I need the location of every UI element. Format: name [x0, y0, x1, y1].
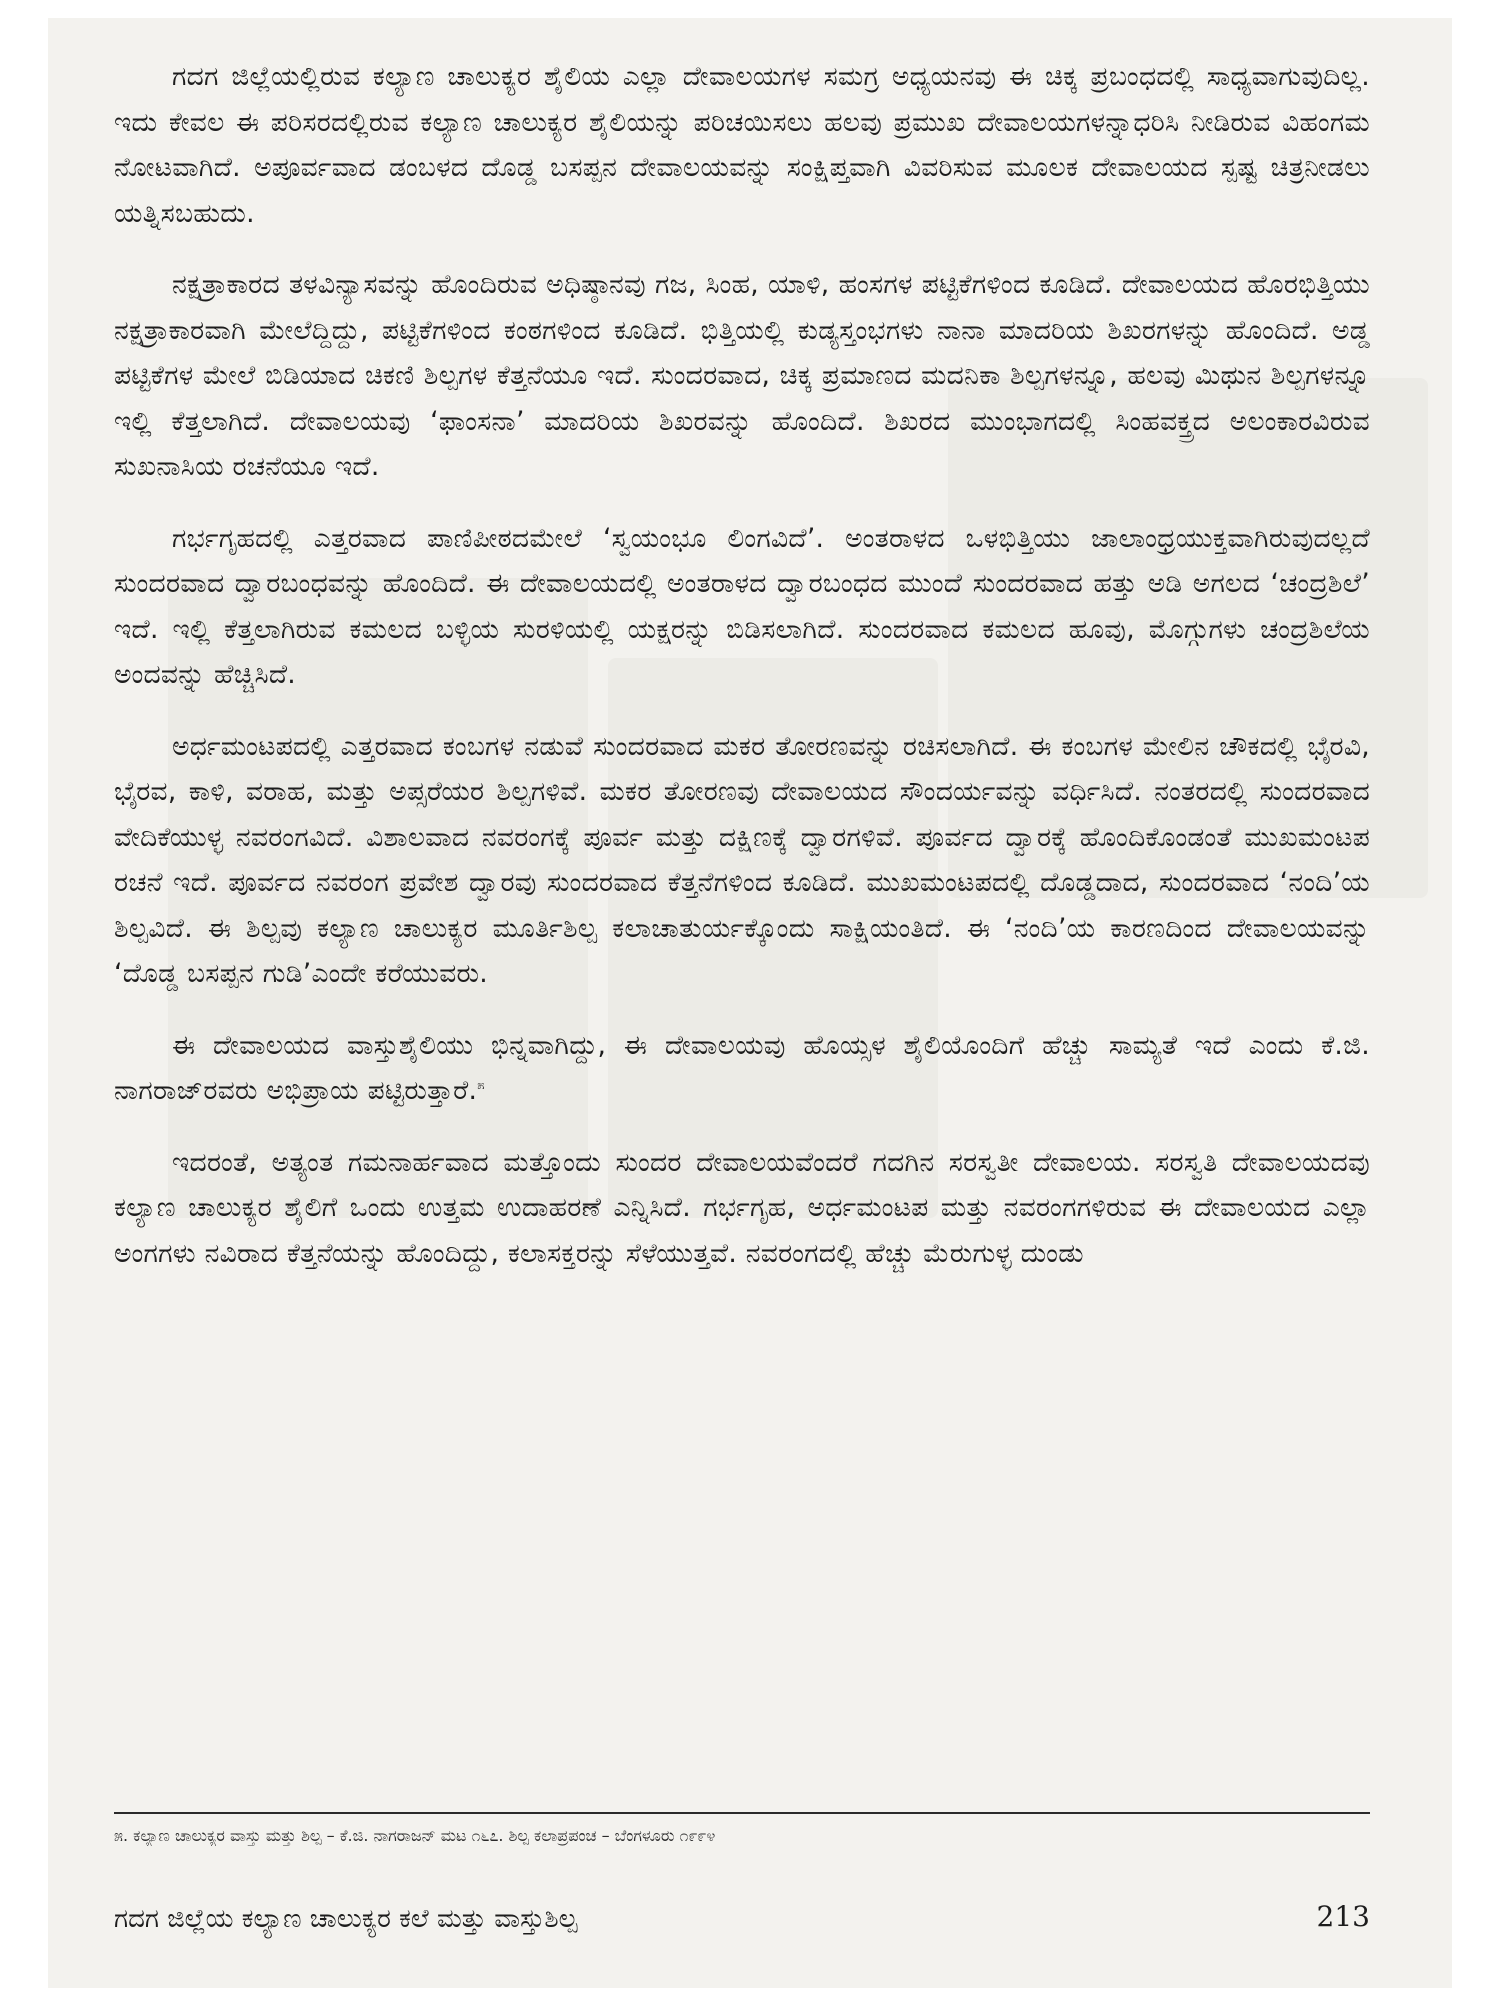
book-page	[48, 18, 1452, 1988]
paragraph-saraswati: ಇದರಂತೆ, ಅತ್ಯಂತ ಗಮನಾರ್ಹವಾದ ಮತ್ತೊಂದು ಸುಂದರ ದೇವಾಲಯವೆಂದರೆ ಗದಗಿನ ಸರಸ್ವತೀ ದೇವಾಲಯ. ಸರಸ್ವತಿ ದೇವಾಲಯದವು ಕಲ್ಯಾಣ ಚಾಲುಕ್ಯರ ಶೈಲಿಗೆ ಒಂದು ಉತ್ತಮ ಉದಾಹರಣೆ ಎನ್ನಿಸಿದೆ. ಗರ್ಭಗೃಹ, ಅರ್ಧಮಂಟಪ ಮತ್ತು ನವರಂಗಗಳಿರುವ ಈ ದೇವಾಲಯದ ಎಲ್ಲಾ ಅಂಗಗಳು ನವಿರಾದ ಕೆತ್ತನೆಯನ್ನು ಹೊಂದಿದ್ದು, ಕಲಾಸಕ್ತರನ್ನು ಸೆಳೆಯುತ್ತವೆ. ನವರಂಗದಲ್ಲಿ ಹೆಚ್ಚು ಮೆರುಗುಳ್ಳ ದುಂಡು	[114, 1146, 1370, 1269]
paragraph-adhishthana: ನಕ್ಷತ್ರಾಕಾರದ ತಳವಿನ್ಯಾಸವನ್ನು ಹೊಂದಿರುವ ಅಧಿಷ್ಠಾನವು ಗಜ, ಸಿಂಹ, ಯಾಳಿ, ಹಂಸಗಳ ಪಟ್ಟಿಕೆಗಳಿಂದ ಕೂಡಿದೆ. ದೇವಾಲಯದ ಹೊರಭಿತ್ತಿಯು ನಕ್ಷತ್ರಾಕಾರವಾಗಿ ಮೇಲೆದ್ದಿದ್ದು, ಪಟ್ಟಿಕೆಗಳಿಂದ ಕಂಠಗಳಿಂದ ಕೂಡಿದೆ. ಭಿತ್ತಿಯಲ್ಲಿ ಕುಡ್ಯಸ್ತಂಭಗಳು ನಾನಾ ಮಾದರಿಯ ಶಿಖರಗಳನ್ನು ಹೊಂದಿದೆ. ಅಡ್ಡ ಪಟ್ಟಿಕೆಗಳ ಮೇಲೆ ಬಿಡಿಯಾದ ಚಿಕಣಿ ಶಿಲ್ಪಗಳ ಕೆತ್ತನೆಯೂ ಇದೆ. ಸುಂದರವಾದ, ಚಿಕ್ಕ ಪ್ರಮಾಣದ ಮದನಿಕಾ ಶಿಲ್ಪಗಳನ್ನೂ, ಹಲವು ಮಿಥುನ ಶಿಲ್ಪಗಳನ್ನೂ ಇಲ್ಲಿ ಕೆತ್ತಲಾಗಿದೆ. ದೇವಾಲಯವು ‘ಫಾಂಸನಾ’ ಮಾದರಿಯ ಶಿಖರವನ್ನು ಹೊಂದಿದೆ. ಶಿಖರದ ಮುಂಭಾಗದಲ್ಲಿ ಸಿಂಹವಕ್ತ್ರದ ಅಲಂಕಾರವಿರುವ ಸುಖನಾಸಿಯ ರಚನೆಯೂ ಇದೆ.	[114, 269, 1370, 482]
paragraph-vastushaili-text: ಈ ದೇವಾಲಯದ ವಾಸ್ತುಶೈಲಿಯು ಭಿನ್ನವಾಗಿದ್ದು, ಈ ದೇವಾಲಯವು ಹೊಯ್ಸಳ ಶೈಲಿಯೊಂದಿಗೆ ಹೆಚ್ಚು ಸಾಮ್ಯತೆ ಇದೆ ಎಂದು ಕೆ.ಜಿ. ನಾಗರಾಜ್‌ರವರು ಅಭಿಪ್ರಾಯ ಪಟ್ಟಿರುತ್ತಾರೆ.	[114, 1029, 1370, 1106]
body-text	[114, 54, 1370, 1302]
footnote-divider	[114, 1812, 1370, 1814]
page-number: 213	[1316, 1900, 1370, 1933]
paragraph-vastushaili	[114, 1023, 1370, 1114]
footnote: ೫. ಕಲ್ಯಾಣ ಚಾಲುಕ್ಯರ ವಾಸ್ತು ಮತ್ತು ಶಿಲ್ಪ – ಕೆ.ಜಿ. ನಾಗರಾಜನ್ ಮಟ ೧೬೭. ಶಿಲ್ಪ ಕಲಾಪ್ರಪಂಚ – ಬೆಂಗಳೂರು ೧೯೯೪	[114, 1826, 716, 1845]
paragraph-ardhamantapa: ಅರ್ಧಮಂಟಪದಲ್ಲಿ ಎತ್ತರವಾದ ಕಂಬಗಳ ನಡುವೆ ಸುಂದರವಾದ ಮಕರ ತೋರಣವನ್ನು ರಚಿಸಲಾಗಿದೆ. ಈ ಕಂಬಗಳ ಮೇಲಿನ ಚೌಕದಲ್ಲಿ ಭೈರವಿ, ಭೈರವ, ಕಾಳಿ, ವರಾಹ, ಮತ್ತು ಅಪ್ಸರೆಯರ ಶಿಲ್ಪಗಳಿವೆ. ಮಕರ ತೋರಣವು ದೇವಾಲಯದ ಸೌಂದರ್ಯವನ್ನು ವರ್ಧಿಸಿದೆ. ನಂತರದಲ್ಲಿ ಸುಂದರವಾದ ವೇದಿಕೆಯುಳ್ಳ ನವರಂಗವಿದೆ. ವಿಶಾಲವಾದ ನವರಂಗಕ್ಕೆ ಪೂರ್ವ ಮತ್ತು ದಕ್ಷಿಣಕ್ಕೆ ದ್ವಾರಗಳಿವೆ. ಪೂರ್ವದ ದ್ವಾರಕ್ಕೆ ಹೊಂದಿಕೊಂಡಂತೆ ಮುಖಮಂಟಪ ರಚನೆ ಇದೆ. ಪೂರ್ವದ ನವರಂಗ ಪ್ರವೇಶ ದ್ವಾರವು ಸುಂದರವಾದ ಕೆತ್ತನೆಗಳಿಂದ ಕೂಡಿದೆ. ಮುಖಮಂಟಪದಲ್ಲಿ ದೊಡ್ಡದಾದ, ಸುಂದರವಾದ ‘ನಂದಿ’ಯ ಶಿಲ್ಪವಿದೆ. ಈ ಶಿಲ್ಪವು ಕಲ್ಯಾಣ ಚಾಲುಕ್ಯರ ಮೂರ್ತಿಶಿಲ್ಪ ಕಲಾಚಾತುರ್ಯಕ್ಕೊಂದು ಸಾಕ್ಷಿಯಂತಿದೆ. ಈ ‘ನಂದಿ’ಯ ಕಾರಣದಿಂದ ದೇವಾಲಯವನ್ನು ‘ದೊಡ್ಡ ಬಸಪ್ಪನ ಗುಡಿ’ಎಂದೇ ಕರೆಯುವರು.	[114, 730, 1370, 989]
running-footer: ಗದಗ ಜಿಲ್ಲೆಯ ಕಲ್ಯಾಣ ಚಾಲುಕ್ಯರ ಕಲೆ ಮತ್ತು ವಾಸ್ತುಶಿಲ್ಪ	[114, 1904, 578, 1934]
paragraph-intro: ಗದಗ ಜಿಲ್ಲೆಯಲ್ಲಿರುವ ಕಲ್ಯಾಣ ಚಾಲುಕ್ಯರ ಶೈಲಿಯ ಎಲ್ಲಾ ದೇವಾಲಯಗಳ ಸಮಗ್ರ ಅಧ್ಯಯನವು ಈ ಚಿಕ್ಕ ಪ್ರಬಂಧದಲ್ಲಿ ಸಾಧ್ಯವಾಗುವುದಿಲ್ಲ. ಇದು ಕೇವಲ ಈ ಪರಿಸರದಲ್ಲಿರುವ ಕಲ್ಯಾಣ ಚಾಲುಕ್ಯರ ಶೈಲಿಯನ್ನು ಪರಿಚಯಿಸಲು ಹಲವು ಪ್ರಮುಖ ದೇವಾಲಯಗಳನ್ನಾಧರಿಸಿ ನೀಡಿರುವ ವಿಹಂಗಮ ನೋಟವಾಗಿದೆ. ಅಪೂರ್ವವಾದ ಡಂಬಳದ ದೊಡ್ಡ ಬಸಪ್ಪನ ದೇವಾಲಯವನ್ನು ಸಂಕ್ಷಿಪ್ತವಾಗಿ ವಿವರಿಸುವ ಮೂಲಕ ದೇವಾಲಯದ ಸ್ಪಷ್ಟ ಚಿತ್ರನೀಡಲು ಯತ್ನಿಸಬಹುದು.	[114, 61, 1370, 229]
paragraph-garbhagriha: ಗರ್ಭಗೃಹದಲ್ಲಿ ಎತ್ತರವಾದ ಪಾಣಿಪೀಠದಮೇಲೆ ‘ಸ್ವಯಂಭೂ ಲಿಂಗವಿದೆ’. ಅಂತರಾಳದ ಒಳಭಿತ್ತಿಯು ಜಾಲಾಂಧ್ರಯುಕ್ತವಾಗಿರುವುದಲ್ಲದೆ ಸುಂದರವಾದ ದ್ವಾರಬಂಧವನ್ನು ಹೊಂದಿದೆ. ಈ ದೇವಾಲಯದಲ್ಲಿ ಅಂತರಾಳದ ದ್ವಾರಬಂಧದ ಮುಂದೆ ಸುಂದರವಾದ ಹತ್ತು ಅಡಿ ಅಗಲದ ‘ಚಂದ್ರಶಿಲೆ’ ಇದೆ. ಇಲ್ಲಿ ಕೆತ್ತಲಾಗಿರುವ ಕಮಲದ ಬಳ್ಳಿಯ ಸುರಳಿಯಲ್ಲಿ ಯಕ್ಷರನ್ನು ಬಿಡಿಸಲಾಗಿದೆ. ಸುಂದರವಾದ ಕಮಲದ ಹೂವು, ಮೊಗ್ಗುಗಳು ಚಂದ್ರಶಿಲೆಯ ಅಂದವನ್ನು ಹೆಚ್ಚಿಸಿದೆ.	[114, 522, 1370, 690]
footnote-reference: ೫	[477, 1078, 485, 1094]
